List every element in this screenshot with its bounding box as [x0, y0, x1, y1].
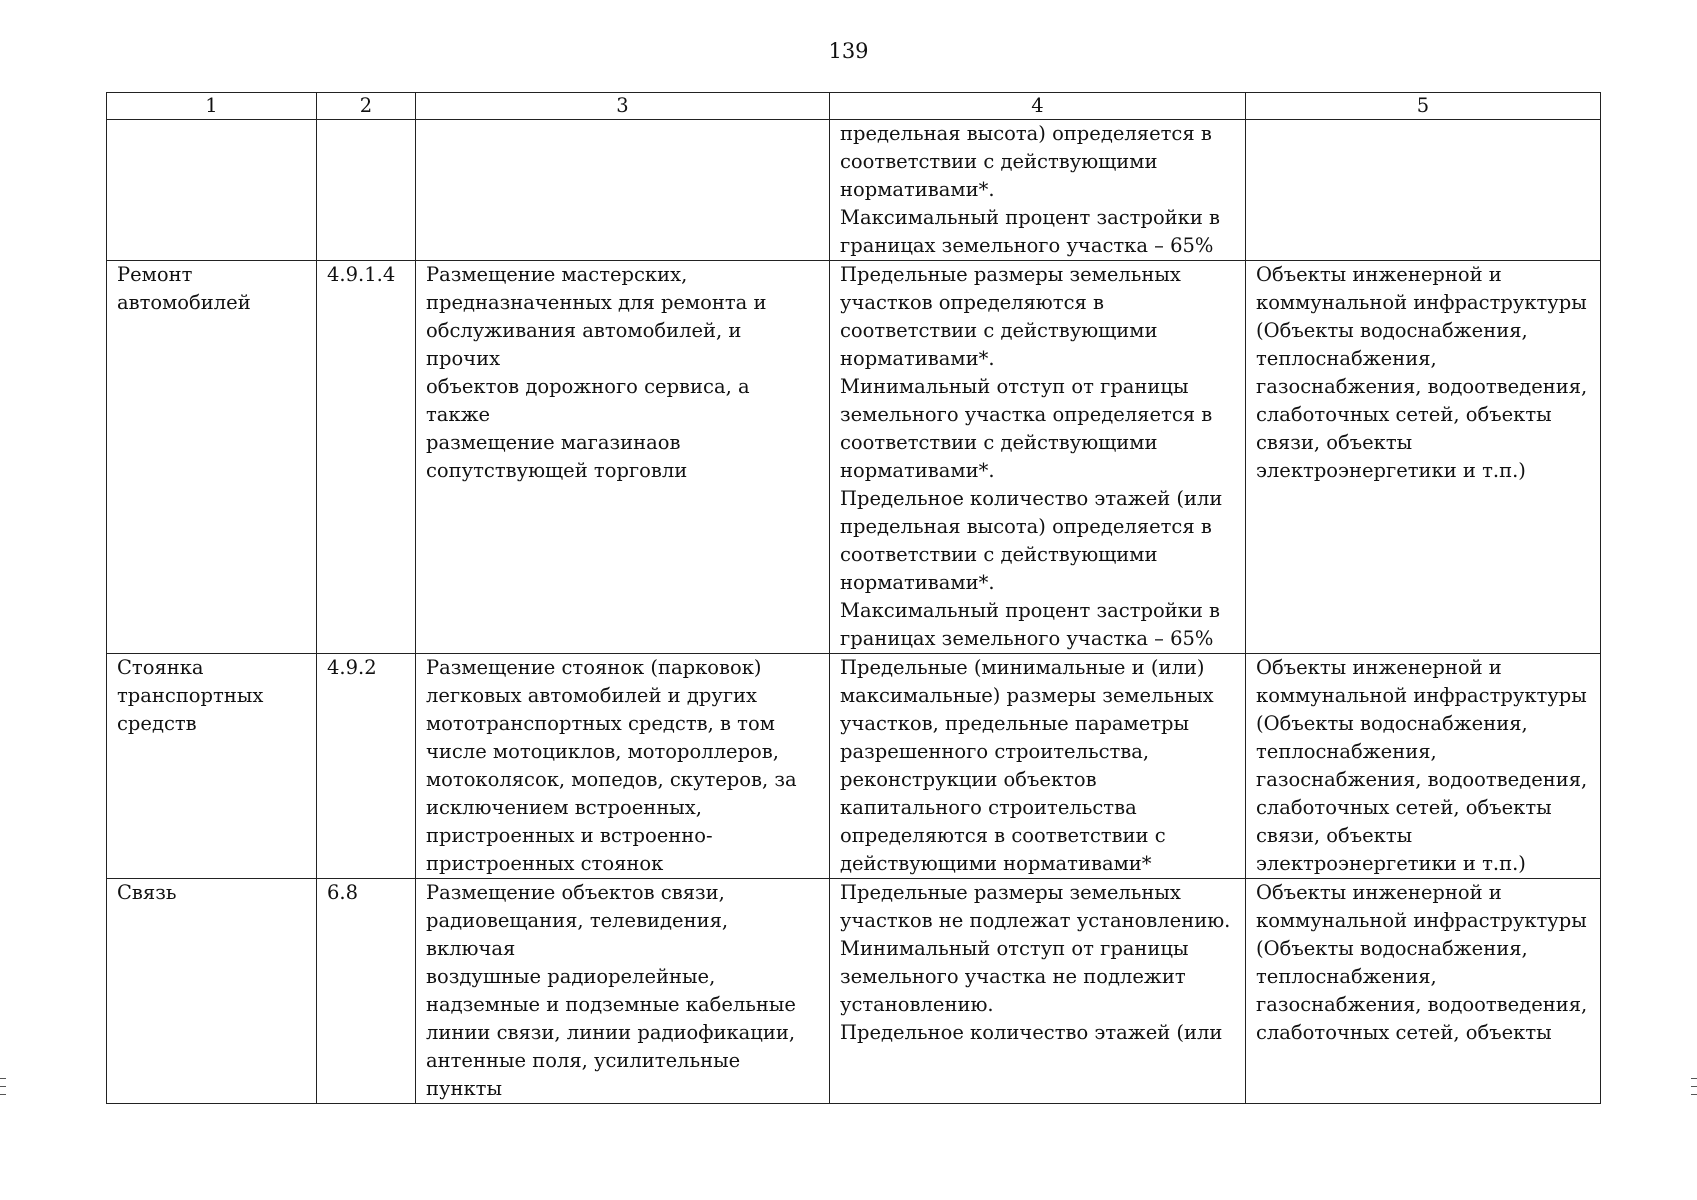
- use-name-cell: Стоянка транспортных средств: [107, 654, 317, 879]
- scan-margin-mark: [1691, 1078, 1697, 1079]
- use-code-cell: 4.9.2: [317, 654, 416, 879]
- scan-margin-mark: [0, 1094, 6, 1095]
- page-number: 139: [828, 39, 869, 63]
- column-header: 3: [416, 93, 830, 120]
- scan-margin-mark: [1691, 1086, 1697, 1087]
- use-name-cell: Связь: [107, 879, 317, 1104]
- auxiliary-uses-cell: [1246, 120, 1601, 261]
- use-parameters-cell: предельная высота) определяется в соответствии с действующими нормативами*. Максимальный процент застройки в границах земельного участка – 65%: [830, 120, 1246, 261]
- use-parameters-cell: Предельные размеры земельных участков не подлежат установлению. Минимальный отступ от границы земельного участка не подлежит установлению. Предельное количество этажей (или: [830, 879, 1246, 1104]
- table-row: [107, 120, 1601, 261]
- use-description-cell: Размещение мастерских, предназначенных для ремонта и обслуживания автомобилей, и прочих объектов дорожного сервиса, а также размещение магазинаов сопутствующей торговли: [416, 261, 830, 654]
- column-header: 4: [830, 93, 1246, 120]
- use-code-cell: [317, 120, 416, 261]
- table-row: [107, 654, 1601, 879]
- table-row: [107, 261, 1601, 654]
- table-row: [107, 879, 1601, 1104]
- scan-margin-mark: [0, 1086, 6, 1087]
- land-use-table: [106, 92, 1601, 1104]
- column-header: 2: [317, 93, 416, 120]
- use-name-cell: Ремонт автомобилей: [107, 261, 317, 654]
- use-description-cell: Размещение объектов связи, радиовещания, телевидения, включая воздушные радиорелейные, надземные и подземные кабельные линии связи, линии радиофикации, антенные поля, усилительные пункты: [416, 879, 830, 1104]
- use-description-cell: [416, 120, 830, 261]
- column-header: 1: [107, 93, 317, 120]
- use-parameters-cell: Предельные (минимальные и (или) максимальные) размеры земельных участков, предельные параметры разрешенного строительства, реконструкции объектов капитального строительства определяются в соответствии с действующими нормативами*: [830, 654, 1246, 879]
- use-code-cell: 4.9.1.4: [317, 261, 416, 654]
- auxiliary-uses-cell: Объекты инженерной и коммунальной инфраструктуры (Объекты водоснабжения, теплоснабжения, газоснабжения, водоотведения, слаботочных сетей, объекты связи, объекты электроэнергетики и т.п.): [1246, 654, 1601, 879]
- scan-margin-mark: [1691, 1094, 1697, 1095]
- header-row: [107, 93, 1601, 120]
- auxiliary-uses-cell: Объекты инженерной и коммунальной инфраструктуры (Объекты водоснабжения, теплоснабжения, газоснабжения, водоотведения, слаботочных сетей, объекты связи, объекты электроэнергетики и т.п.): [1246, 261, 1601, 654]
- auxiliary-uses-cell: Объекты инженерной и коммунальной инфраструктуры (Объекты водоснабжения, теплоснабжения, газоснабжения, водоотведения, слаботочных сетей, объекты: [1246, 879, 1601, 1104]
- scan-margin-mark: [0, 1078, 6, 1079]
- column-header: 5: [1246, 93, 1601, 120]
- use-code-cell: 6.8: [317, 879, 416, 1104]
- use-description-cell: Размещение стоянок (парковок) легковых автомобилей и других мототранспортных средств, в том числе мотоциклов, мотороллеров, мотоколясок, мопедов, скутеров, за исключением встроенных, пристроенных и встроенно- пристроенных стоянок: [416, 654, 830, 879]
- use-name-cell: [107, 120, 317, 261]
- use-parameters-cell: Предельные размеры земельных участков определяются в соответствии с действующими нормативами*. Минимальный отступ от границы земельного участка определяется в соответствии с действующими нормативами*. Предельное количество этажей (или предельная высота) определяется в соответствии с действующими нормативами*. Максимальный процент застройки в границах земельного участка – 65%: [830, 261, 1246, 654]
